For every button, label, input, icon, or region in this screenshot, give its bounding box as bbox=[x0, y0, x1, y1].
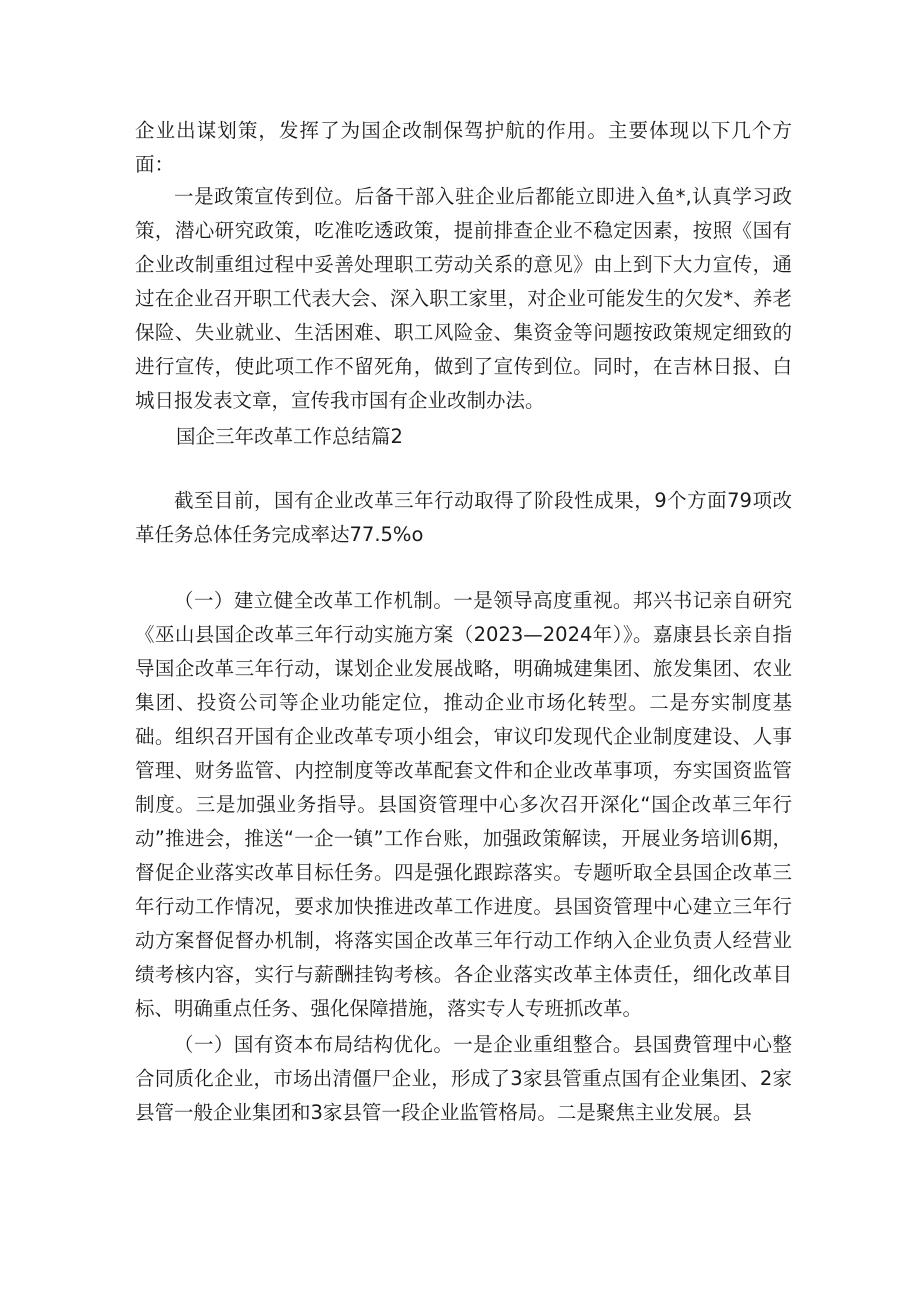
paragraph-capital-layout: （一）国有资本布局结构优化。一是企业重组整合。县国费管理中心整合同质化企业，市场出清僵尸企业，形成了3家县管重点国有企业集团、2家县管一般企业集团和3家县管一段企业监管格局。二是聚焦主业发展。县 bbox=[135, 1033, 792, 1124]
section-heading: 国企三年改革工作总结篇2 bbox=[176, 425, 403, 448]
paragraph-policy-publicity: 一是政策宣传到位。后备干部入驻企业后都能立即进入鱼*,认真学习政策，潜心研究政策，吃准吃透政策，提前排查企业不稳定因素，按照《国有企业改制重组过程中妥善处理职工劳动关系的意见》由上到下大力宣传，通过在企业召开职工代表大会、深入职工家里，对企业可能发生的欠发*、养老保险、失业就业、生活困难、职工风险金、集资金等问题按政策规定细致的进行宣传，使此项工作不留死角，做到了宣传到位。同时，在吉林日报、白城日报发表文章，宣传我市国有企业改制办法。 bbox=[135, 185, 792, 412]
paragraph-reform-mechanism: （一）建立健全改革工作机制。一是领导高度重视。邦兴书记亲自研究《巫山县国企改革三年行动实施方案（2023—2024年）》。嘉康县长亲自指导国企改革三年行动，谋划企业发展战略，明确城建集团、旅发集团、农业集团、投资公司等企业功能定位，推动企业市场化转型。二是夯实制度基础。组织召开国有企业改革专项小组会，审议印发现代企业制度建设、人事管理、财务监管、内控制度等改革配套文件和企业改革事项，夯实国资监管制度。三是加强业务指导。县国资管理中心多次召开深化“国企改革三年行动”推进会，推送“一企一镇”工作台账，加强政策解读，开展业务培训6期，督促企业落实改革目标任务。四是强化跟踪落实。专题听取全县国企改革三年行动工作情况，要求加快推进改革工作进度。县国资管理中心建立三年行动方案督促督办机制，将落实国企改革三年行动工作纳入企业负责人经营业绩考核内容，实行与薪酬挂钩考核。各企业落实改革主体责任，细化改革目标、明确重点任务、强化保障措施，落实专人专班抓改革。 bbox=[135, 589, 792, 1020]
paragraph-progress-summary: 截至目前，国有企业改革三年行动取得了阶段性成果，9个方面79项改革任务总体任务完成率达77.5%o bbox=[135, 489, 792, 546]
paragraph-intro-continuation: 企业出谋划策，发挥了为国企改制保驾护航的作用。主要体现以下几个方面： bbox=[135, 119, 792, 176]
